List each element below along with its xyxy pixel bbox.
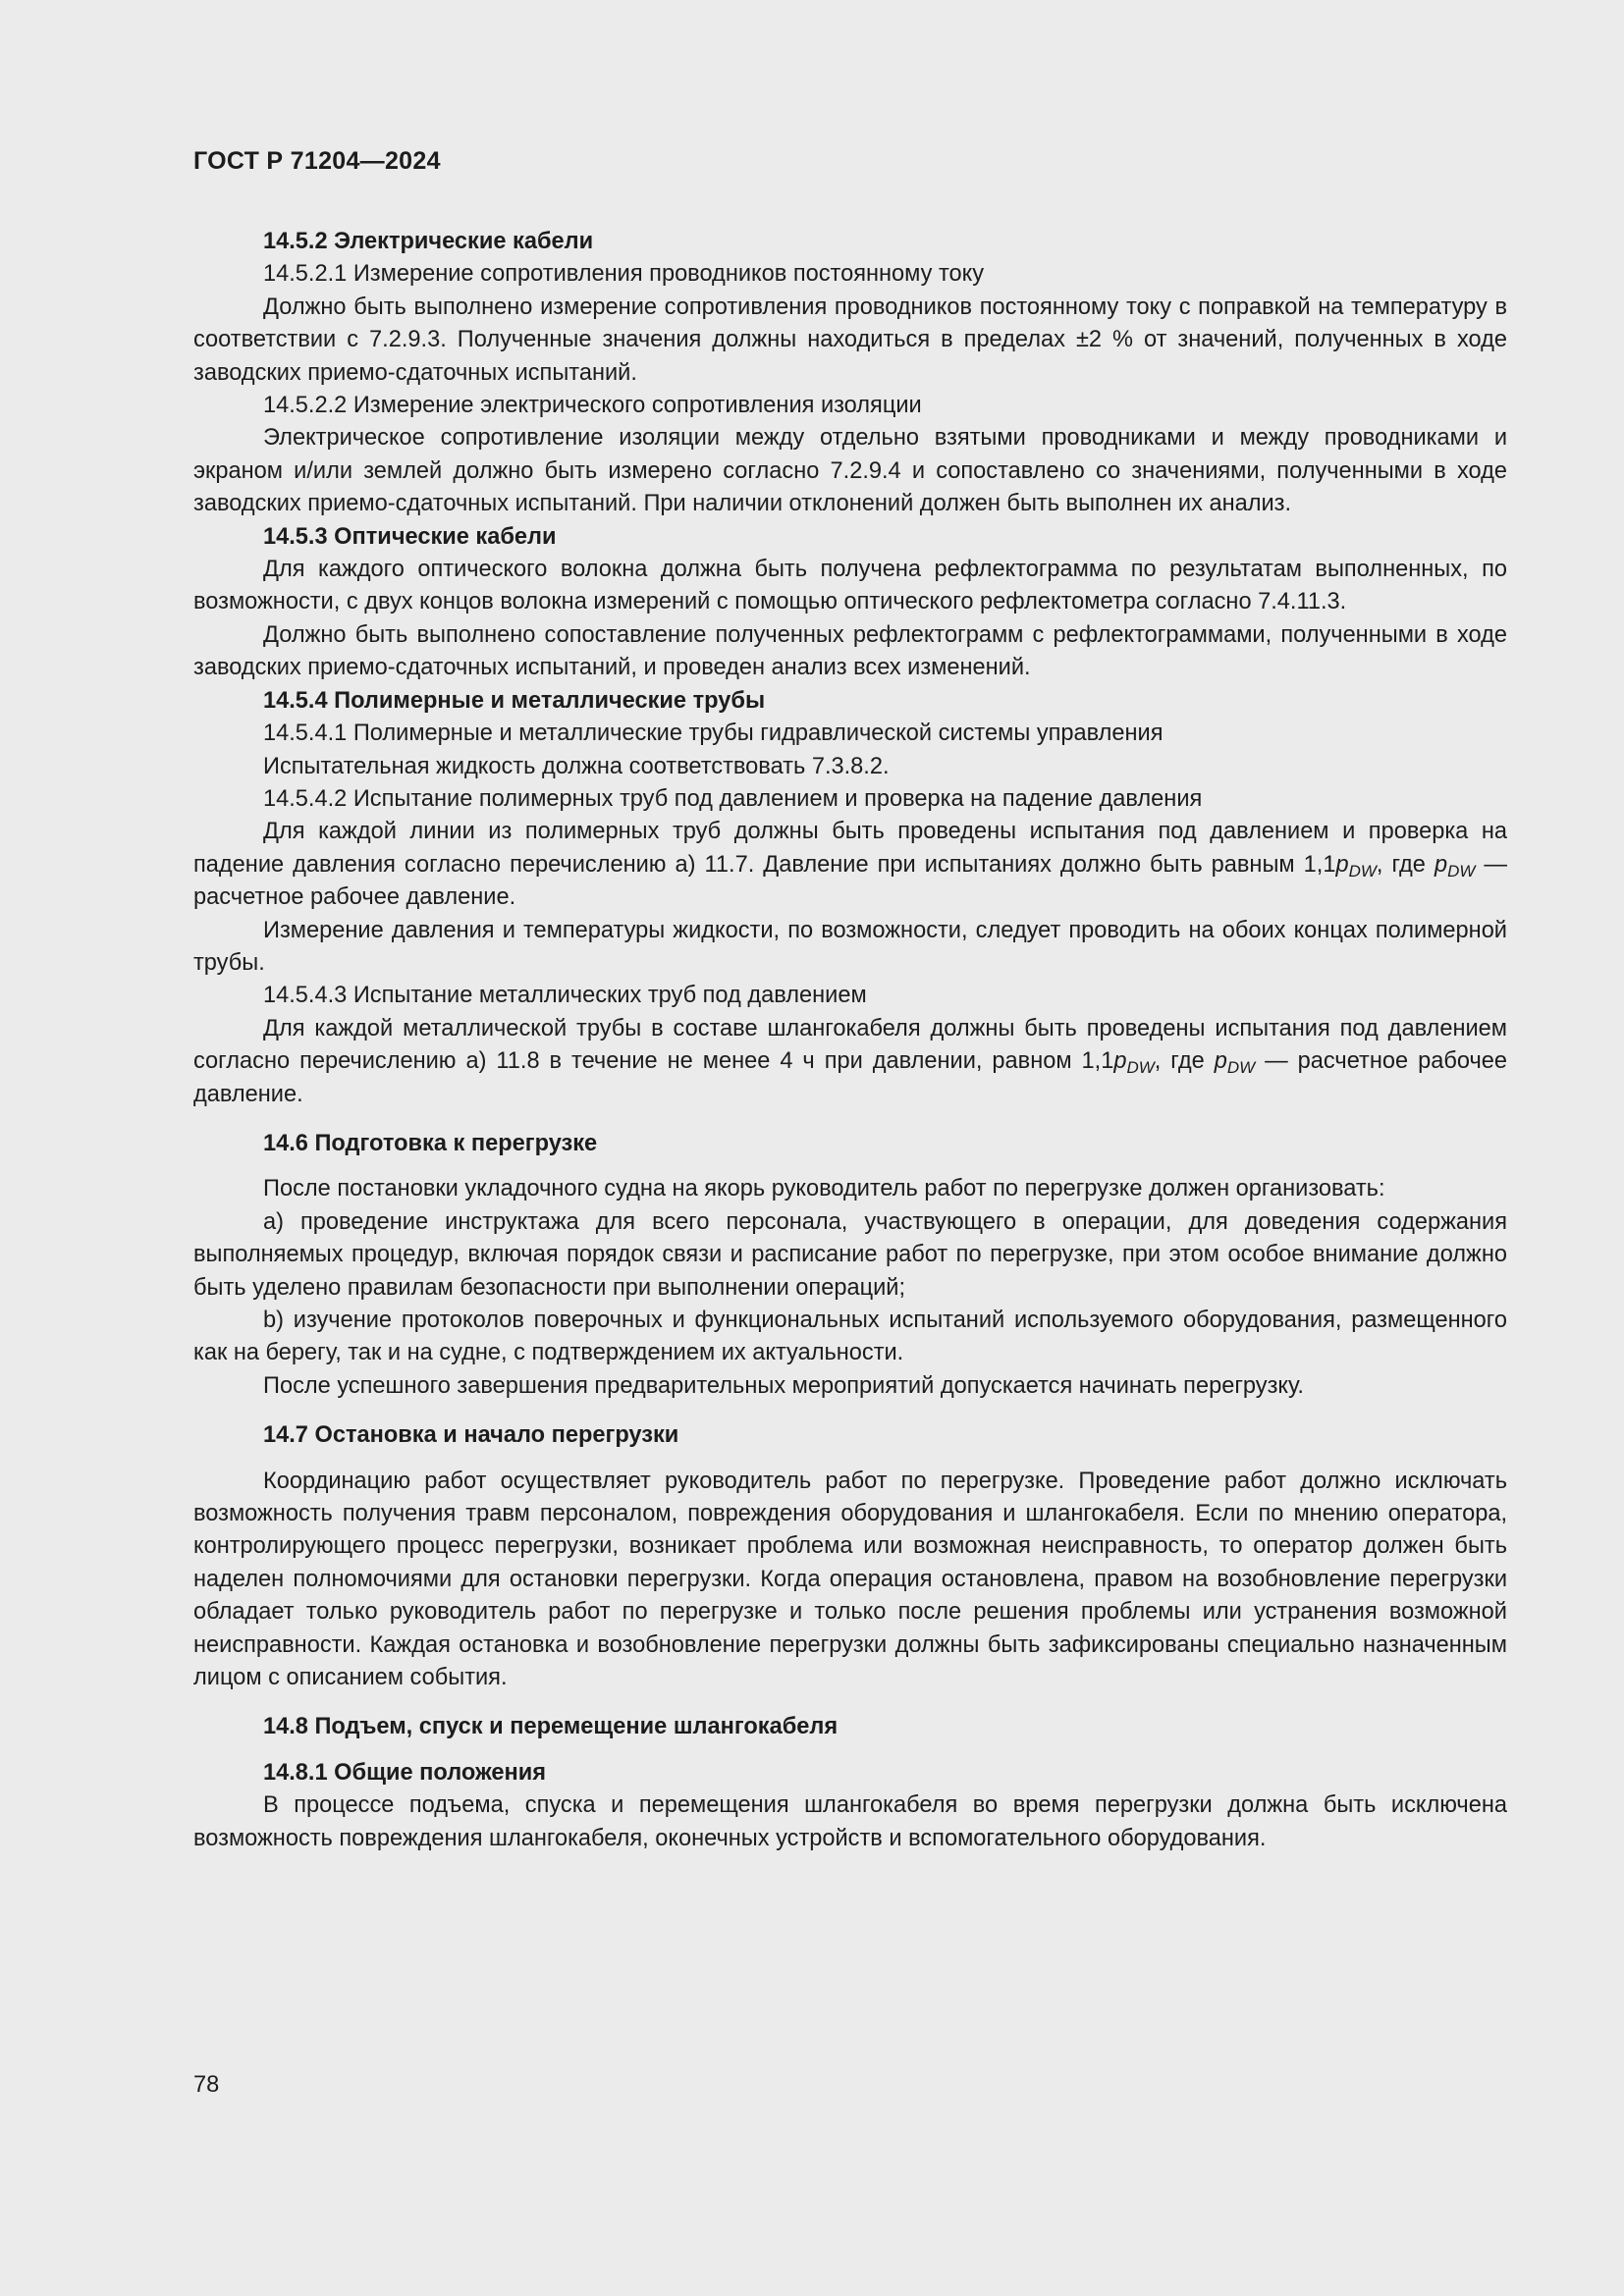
section-heading: 14.8 Подъем, спуск и перемещение шлангокабеля [263, 1714, 839, 1740]
body-paragraph [193, 1013, 1507, 1111]
section-heading: 14.5.2 Электрические кабели [263, 229, 594, 254]
math-variable: p [1113, 1048, 1127, 1075]
body-paragraph: Измерение давления и температуры жидкости, по возможности, следует проводить на обоих концах полимерной трубы. [193, 917, 1507, 976]
document-body [193, 226, 1507, 1855]
text-run: , где [1154, 1048, 1215, 1075]
page-number: 78 [193, 2072, 220, 2098]
text-run: Для каждой линии из полимерных труб должны быть проведены испытания под давлением и проверка на падение давления согласно перечислению а) 11.7. Давление при испытаниях должно быть равным 1,1 [193, 819, 1507, 878]
section-heading: 14.6 Подготовка к перегрузке [263, 1130, 598, 1156]
section-heading: 14.5.4 Полимерные и металлические трубы [263, 687, 766, 714]
body-paragraph [193, 816, 1507, 914]
document-header: ГОСТ Р 71204—2024 [193, 147, 441, 175]
body-paragraph: После успешного завершения предварительных мероприятий допускается начинать перегрузку. [263, 1372, 1304, 1399]
math-subscript: DW [1126, 1058, 1155, 1078]
math-subscript: DW [1447, 861, 1476, 881]
body-paragraph: Испытательная жидкость должна соответствовать 7.3.8.2. [263, 753, 890, 779]
text-run: — расчетное рабочее давление. [193, 851, 1508, 911]
text-run: Для каждой металлической трубы в составе шлангокабеля должны быть проведены испытания под давлением согласно перечислению а) 11.8 в течение не менее 4 ч при давлении, равном 1,1 [193, 1015, 1507, 1075]
body-paragraph: b) изучение протоколов поверочных и функциональных испытаний используемого оборудования, размещенного как на берегу, так и на судне, с подтверждением их актуальности. [193, 1308, 1507, 1366]
text-run: , где [1376, 851, 1435, 878]
body-paragraph: 14.5.4.2 Испытание полимерных труб под давлением и проверка на падение давления [263, 785, 1203, 812]
text-run: — расчетное рабочее давление. [193, 1048, 1508, 1107]
body-paragraph: 14.5.4.3 Испытание металлических труб под давлением [263, 983, 867, 1009]
math-subscript: DW [1348, 861, 1377, 881]
math-variable: p [1214, 1048, 1227, 1075]
body-paragraph: а) проведение инструктажа для всего персонала, участвующего в операции, для доведения содержания выполняемых процедур, включая порядок связи и расписание работ по перегрузке, при этом особое внимание должно быть уделено правилам безопасности при выполнении операций; [193, 1208, 1507, 1301]
body-paragraph: 14.5.2.2 Измерение электрического сопротивления изоляции [263, 393, 922, 419]
section-heading: 14.8.1 Общие положения [263, 1759, 547, 1786]
body-paragraph: 14.5.2.1 Измерение сопротивления проводников постоянному току [263, 261, 985, 288]
section-heading: 14.5.3 Оптические кабели [263, 523, 557, 550]
body-paragraph: После постановки укладочного судна на якорь руководитель работ по перегрузке должен организовать: [263, 1176, 1385, 1202]
math-subscript: DW [1226, 1058, 1256, 1078]
body-paragraph: Должно быть выполнено измерение сопротивления проводников постоянному току с поправкой на температуру в соответствии с 7.2.9.3. Полученные значения должны находиться в пределах ±2 % от значений, полученных в ходе заводских приемо-сдаточных испытаний. [193, 294, 1507, 386]
body-paragraph: Должно быть выполнено сопоставление полученных рефлектограмм с рефлектограммами, полученными в ходе заводских приемо-сдаточных испытаний, и проведен анализ всех изменений. [193, 621, 1507, 681]
body-paragraph: В процессе подъема, спуска и перемещения шлангокабеля во время перегрузки должна быть исключена возможность повреждения шлангокабеля, оконечных устройств и вспомогательного оборудования. [193, 1792, 1507, 1851]
body-paragraph: Электрическое сопротивление изоляции между отдельно взятыми проводниками и между проводниками и экраном и/или землей должно быть измерено согласно 7.2.9.4 и сопоставлено со значениями, полученными в ходе заводских приемо-сдаточных испытаний. При наличии отклонений должен быть выполнен их анализ. [193, 425, 1507, 517]
body-paragraph: Для каждого оптического волокна должна быть получена рефлектограмма по результатам выполненных, по возможности, с двух концов волокна измерений с помощью оптического рефлектометра согласно 7.4.11.3. [193, 557, 1507, 615]
section-heading: 14.7 Остановка и начало перегрузки [263, 1422, 679, 1449]
math-variable: p [1335, 851, 1349, 878]
body-paragraph: 14.5.4.1 Полимерные и металлические трубы гидравлической системы управления [263, 721, 1164, 747]
body-paragraph: Координацию работ осуществляет руководитель работ по перегрузке. Проведение работ должно исключать возможность получения травм персоналом, повреждения оборудования и шлангокабеля. Если по мнению оператора, контролирующего процесс перегрузки, возникает проблема или возможная неисправность, то оператор должен быть наделен полномочиями для остановки перегрузки. Когда операция остановлена, правом на возобновление перегрузки обладает только руководитель работ по перегрузке и только после решения проблемы или устранения возможной неисправности. Каждая остановка и возобновление перегрузки должны быть зафиксированы специально назначенным лицом с описанием события. [193, 1468, 1507, 1691]
math-variable: p [1434, 851, 1448, 878]
